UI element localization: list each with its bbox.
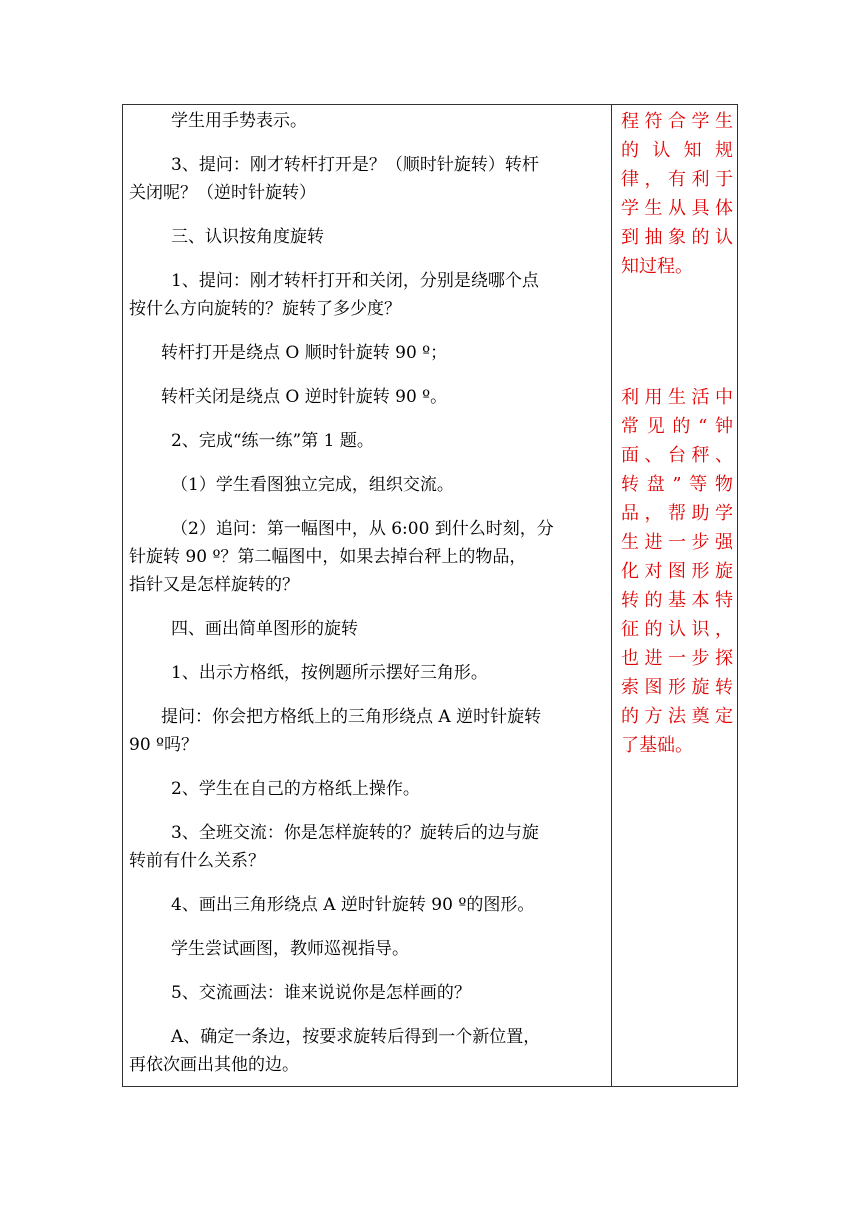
design-note-life-examples xyxy=(621,383,733,760)
note-line: 转的基本特 xyxy=(621,590,733,611)
note-line: 征的认识， xyxy=(621,619,733,640)
note-line: 知过程。 xyxy=(621,256,693,277)
design-note-cognition xyxy=(621,107,733,281)
paragraph-line: 2、学生在自己的方格纸上操作。 xyxy=(171,779,420,799)
paragraph-line: 学生尝试画图，教师巡视指导。 xyxy=(171,939,409,959)
section-heading: 四、画出简单图形的旋转 xyxy=(171,619,358,639)
paragraph-line: 转前有什么关系？ xyxy=(129,851,265,871)
lesson-table xyxy=(122,104,738,1087)
paragraph-line: 针旋转 90 º？第二幅图中，如果去掉台秤上的物品， xyxy=(129,547,527,567)
note-line: 转盘”等物 xyxy=(621,474,733,495)
paragraph-line: 3、提问：刚才转杆打开是？（顺时针旋转）转杆 xyxy=(171,155,539,175)
note-line: 到抽象的认 xyxy=(621,227,733,248)
paragraph-line: 1、出示方格纸，按例题所示摆好三角形。 xyxy=(171,663,488,683)
note-line: 常见的“钟 xyxy=(621,416,733,437)
paragraph-line: 3、全班交流：你是怎样旋转的？旋转后的边与旋 xyxy=(171,823,539,843)
paragraph-line: （2）追问：第一幅图中，从 6:00 到什么时刻，分 xyxy=(171,519,554,539)
paragraph-line: 按什么方向旋转的？旋转了多少度？ xyxy=(129,299,401,319)
note-line: 也进一步探 xyxy=(621,648,733,669)
note-line: 品，帮助学 xyxy=(621,503,733,524)
section-heading: 三、认识按角度旋转 xyxy=(171,227,324,247)
note-line: 生进一步强 xyxy=(621,532,733,553)
paragraph-line: 2、完成“练一练”第 1 题。 xyxy=(171,431,374,451)
note-line: 利用生活中 xyxy=(621,387,733,408)
note-line: 的认知规 xyxy=(621,140,733,161)
paragraph-line: 转杆打开是绕点 O 顺时针旋转 90 º； xyxy=(161,343,448,363)
paragraph-line: 关闭呢？（逆时针旋转） xyxy=(129,183,316,203)
note-line: 律，有利于 xyxy=(621,169,733,190)
design-intent-column xyxy=(612,105,737,1086)
paragraph-line: 4、画出三角形绕点 A 逆时针旋转 90 º的图形。 xyxy=(171,895,535,915)
note-line: 程符合学生 xyxy=(621,111,733,132)
paragraph-line: 90 º吗？ xyxy=(129,735,199,755)
paragraph-line: 学生用手势表示。 xyxy=(171,111,307,131)
note-line: 的方法奠定 xyxy=(621,706,733,727)
paragraph-line: 5、交流画法：谁来说说你是怎样画的？ xyxy=(171,983,471,1003)
paragraph-line: 指针又是怎样旋转的？ xyxy=(129,575,299,595)
note-line: 学生从具体 xyxy=(621,198,733,219)
note-line: 索图形旋转 xyxy=(621,677,733,698)
paragraph-line: 转杆关闭是绕点 O 逆时针旋转 90 º。 xyxy=(161,387,448,407)
paragraph-line: 1、提问：刚才转杆打开和关闭，分别是绕哪个点 xyxy=(171,271,539,291)
paragraph-line: A、确定一条边，按要求旋转后得到一个新位置， xyxy=(171,1027,541,1047)
paragraph-line: 再依次画出其他的边。 xyxy=(129,1055,299,1075)
paragraph-line: 提问：你会把方格纸上的三角形绕点 A 逆时针旋转 xyxy=(161,707,542,727)
note-line: 面、台秤、 xyxy=(621,445,733,466)
note-line: 化对图形旋 xyxy=(621,561,733,582)
note-line: 了基础。 xyxy=(621,735,693,756)
teaching-process-column xyxy=(123,105,612,1086)
paragraph-line: （1）学生看图独立完成，组织交流。 xyxy=(171,475,454,495)
